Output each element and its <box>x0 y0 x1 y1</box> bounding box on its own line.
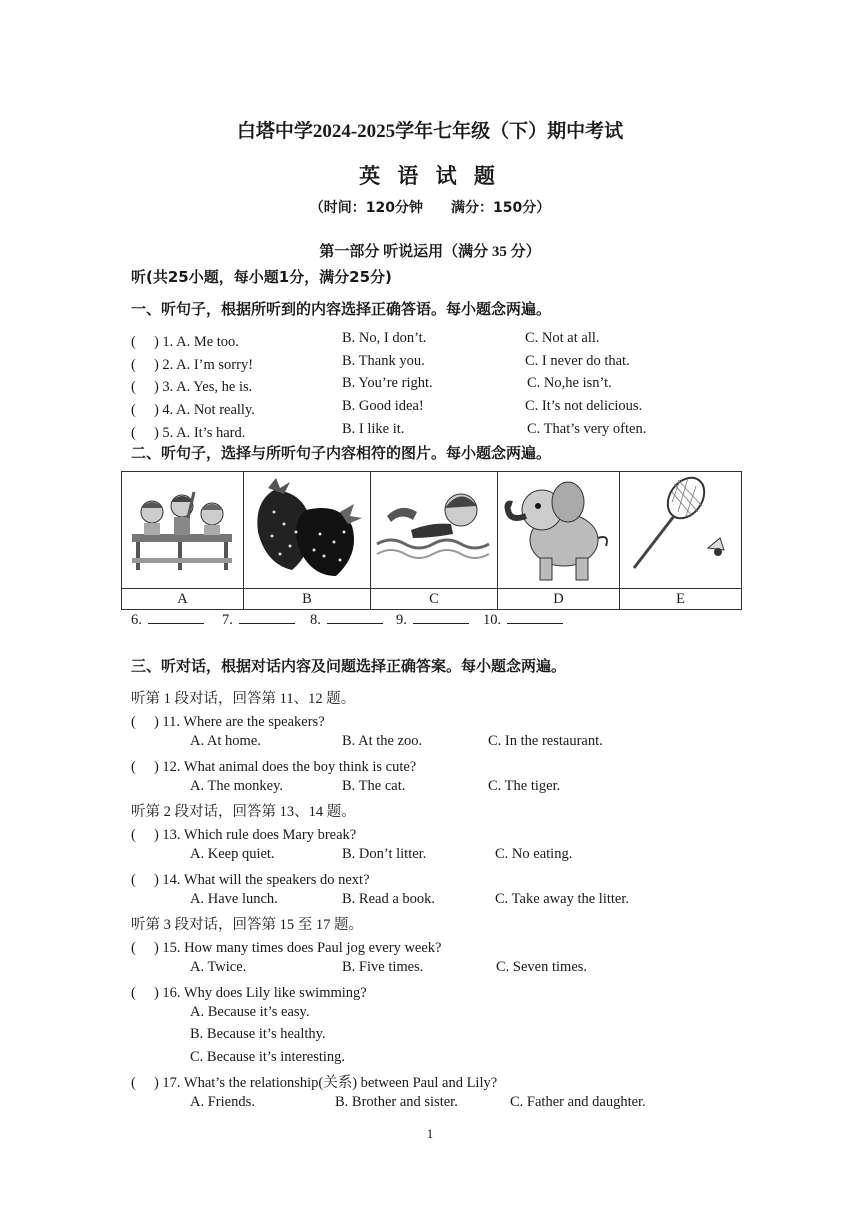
dialogue-1-intro: 听第 1 段对话，回答第 11、12 题。 <box>131 691 356 707</box>
question-12: ( ) 12. What animal does the boy think is cute? <box>131 759 417 775</box>
question-13-option-a: A. Keep quiet. <box>190 846 275 862</box>
question-14: ( ) 14. What will the speakers do next? <box>131 872 370 888</box>
question-17-option-c: C. Father and daughter. <box>510 1094 646 1110</box>
question-2-option-c: C. I never do that. <box>525 353 630 369</box>
question-11: ( ) 11. Where are the speakers? <box>131 714 325 730</box>
question-12-option-b: B. The cat. <box>342 778 406 794</box>
question-14-option-b: B. Read a book. <box>342 891 436 907</box>
question-1-option-b: B. No, I don’t. <box>342 330 427 346</box>
answer-blank-6: 6. <box>131 612 204 629</box>
elephant-icon <box>498 472 619 588</box>
picture-label-b: B <box>244 589 371 610</box>
exam-title: 白塔中学2024-2025学年七年级（下）期中考试 <box>236 121 624 142</box>
question-17: ( ) 17. What’s the relationship(关系) between Paul and Lily? <box>131 1075 498 1091</box>
question-13-option-c: C. No eating. <box>495 846 573 862</box>
picture-label-a: A <box>122 589 244 610</box>
picture-a <box>122 472 244 589</box>
question-14-option-c: C. Take away the litter. <box>495 891 630 907</box>
exam-subject: 英 语 试 题 <box>359 164 501 188</box>
badminton-icon <box>620 472 739 588</box>
question-4-option-c: C. It’s not delicious. <box>525 398 643 414</box>
question-12-option-a: A. The monkey. <box>190 778 284 794</box>
exam-info: （时间：120分钟 满分：150分） <box>309 200 551 216</box>
answer-blank-7: 7. <box>222 612 295 629</box>
question-13: ( ) 13. Which rule does Mary break? <box>131 827 357 843</box>
question-16-option-b: B. Because it’s healthy. <box>190 1026 326 1042</box>
question-15-option-c: C. Seven times. <box>496 959 588 975</box>
section3-heading: 三、听对话，根据对话内容及问题选择正确答案。每小题念两遍。 <box>131 657 567 675</box>
part1-intro: 听(共25小题，每小题1分，满分25分) <box>131 268 392 286</box>
swimmer-icon <box>371 472 497 588</box>
picture-table <box>121 471 742 610</box>
question-1: ( ) 1. A. Me too. <box>131 334 239 350</box>
picture-d <box>498 472 620 589</box>
question-5-option-c: C. That’s very often. <box>527 421 647 437</box>
students-icon <box>122 472 243 588</box>
question-17-option-a: A. Friends. <box>190 1094 255 1110</box>
page-number: 1 <box>426 1126 434 1141</box>
question-11-option-b: B. At the zoo. <box>342 733 423 749</box>
picture-b <box>244 472 371 589</box>
question-15-option-a: A. Twice. <box>190 959 247 975</box>
question-13-option-b: B. Don’t litter. <box>342 846 427 862</box>
question-12-option-c: C. The tiger. <box>488 778 561 794</box>
part1-title: 第一部分 听说运用（满分 35 分） <box>319 244 541 260</box>
question-11-option-a: A. At home. <box>190 733 261 749</box>
answer-blank-10: 10. <box>483 612 563 629</box>
dialogue-3-intro: 听第 3 段对话，回答第 15 至 17 题。 <box>131 917 363 933</box>
question-16: ( ) 16. Why does Lily like swimming? <box>131 985 367 1001</box>
question-3-option-c: C. No,he isn’t. <box>527 375 612 391</box>
question-5-option-b: B. I like it. <box>342 421 405 437</box>
question-1-option-c: C. Not at all. <box>525 330 600 346</box>
question-14-option-a: A. Have lunch. <box>190 891 278 907</box>
question-3: ( ) 3. A. Yes, he is. <box>131 379 253 395</box>
strawberry-icon <box>244 472 370 588</box>
answer-blank-8: 8. <box>310 612 383 629</box>
question-2: ( ) 2. A. I’m sorry! <box>131 357 254 373</box>
picture-label-c: C <box>371 589 498 610</box>
picture-label-d: D <box>498 589 620 610</box>
section1-heading: 一、听句子，根据所听到的内容选择正确答语。每小题念两遍。 <box>131 300 552 318</box>
question-11-option-c: C. In the restaurant. <box>488 733 603 749</box>
question-17-option-b: B. Brother and sister. <box>335 1094 458 1110</box>
question-5: ( ) 5. A. It’s hard. <box>131 425 246 441</box>
section2-heading: 二、听句子，选择与所听句子内容相符的图片。每小题念两遍。 <box>131 444 552 462</box>
answer-blank-9: 9. <box>396 612 469 629</box>
question-15-option-b: B. Five times. <box>342 959 424 975</box>
question-3-option-b: B. You’re right. <box>342 375 433 391</box>
question-16-option-c: C. Because it’s interesting. <box>190 1049 346 1065</box>
question-16-option-a: A. Because it’s easy. <box>190 1004 310 1020</box>
question-15: ( ) 15. How many times does Paul jog every week? <box>131 940 442 956</box>
question-2-option-b: B. Thank you. <box>342 353 425 369</box>
question-4-option-b: B. Good idea! <box>342 398 424 414</box>
picture-e <box>620 472 742 589</box>
picture-c <box>371 472 498 589</box>
picture-label-e: E <box>620 589 742 610</box>
question-4: ( ) 4. A. Not really. <box>131 402 255 418</box>
dialogue-2-intro: 听第 2 段对话，回答第 13、14 题。 <box>131 804 356 820</box>
